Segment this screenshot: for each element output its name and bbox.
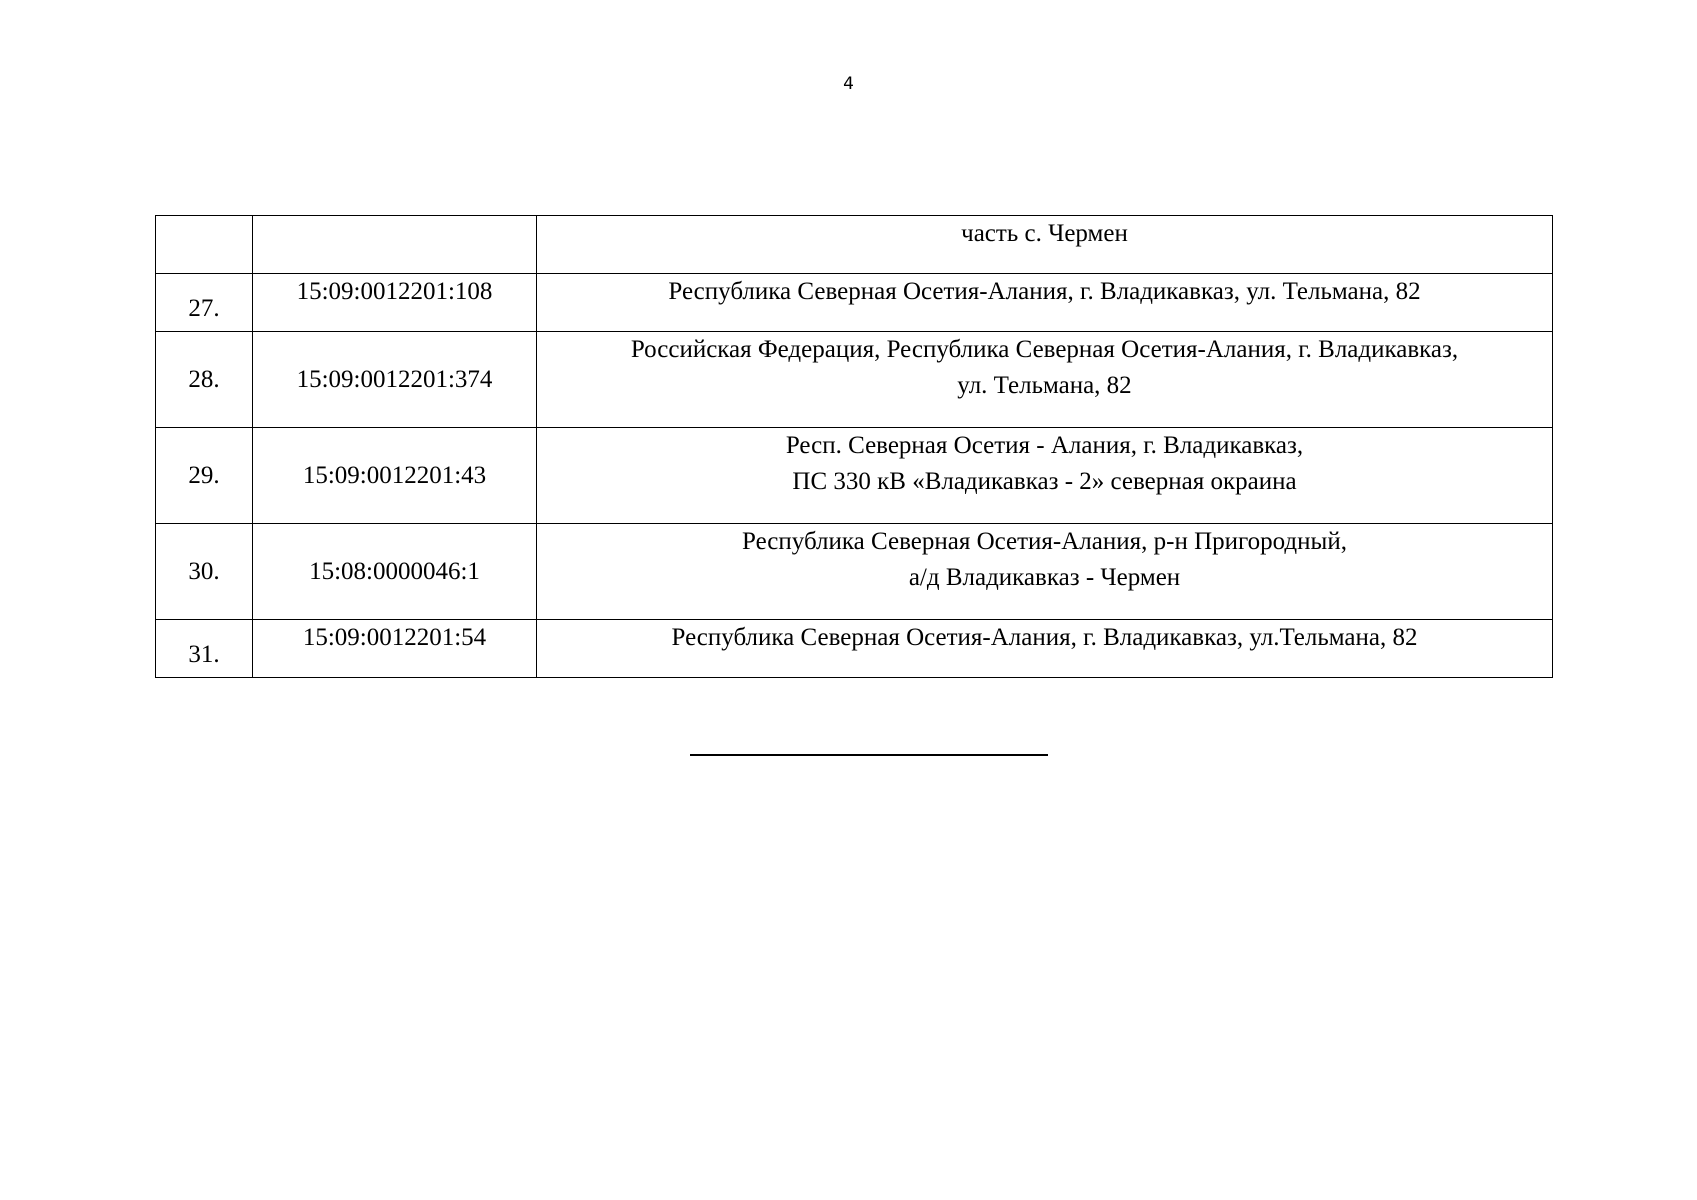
address-line: а/д Владикавказ - Чермен: [908, 564, 1181, 591]
end-of-document-rule: [690, 754, 1048, 756]
address-line: Российская Федерация, Республика Северная Осетия-Алания, г. Владикавказ,: [630, 336, 1459, 363]
row-number: 30.: [156, 524, 253, 620]
cadastral-number: 15:09:0012201:43: [253, 428, 537, 524]
table-row: [156, 524, 1553, 620]
table-row: [156, 332, 1553, 428]
address-line: ул. Тельмана, 82: [957, 372, 1132, 399]
address-line: Республика Северная Осетия-Алания, г. Владикавказ, ул. Тельмана, 82: [668, 278, 1421, 305]
address-cell: [537, 620, 1553, 678]
address-cell: [537, 524, 1553, 620]
cadastral-number: 15:08:0000046:1: [253, 524, 537, 620]
address-line: часть с. Чермен: [961, 220, 1128, 247]
land-plot-table: [155, 215, 1553, 678]
page-number: 4: [843, 74, 854, 94]
cadastral-number: 15:09:0012201:108: [253, 274, 537, 332]
address-line: Республика Северная Осетия-Алания, р-н Пригородный,: [742, 528, 1347, 555]
row-number: [156, 216, 253, 274]
table-row: [156, 620, 1553, 678]
row-number: 31.: [156, 620, 253, 678]
address-cell: [537, 428, 1553, 524]
cadastral-number: 15:09:0012201:54: [253, 620, 537, 678]
address-cell: [537, 332, 1553, 428]
cadastral-number: [253, 216, 537, 274]
row-number: 27.: [156, 274, 253, 332]
address-cell: [537, 216, 1553, 274]
row-number: 29.: [156, 428, 253, 524]
table-row: [156, 216, 1553, 274]
address-cell: [537, 274, 1553, 332]
address-line: Республика Северная Осетия-Алания, г. Владикавказ, ул.Тельмана, 82: [671, 624, 1418, 651]
row-number: 28.: [156, 332, 253, 428]
table-row: [156, 428, 1553, 524]
address-line: Респ. Северная Осетия - Алания, г. Владикавказ,: [785, 432, 1304, 459]
cadastral-number: 15:09:0012201:374: [253, 332, 537, 428]
table-row: [156, 274, 1553, 332]
address-line: ПС 330 кВ «Владикавказ - 2» северная окраина: [792, 468, 1297, 495]
